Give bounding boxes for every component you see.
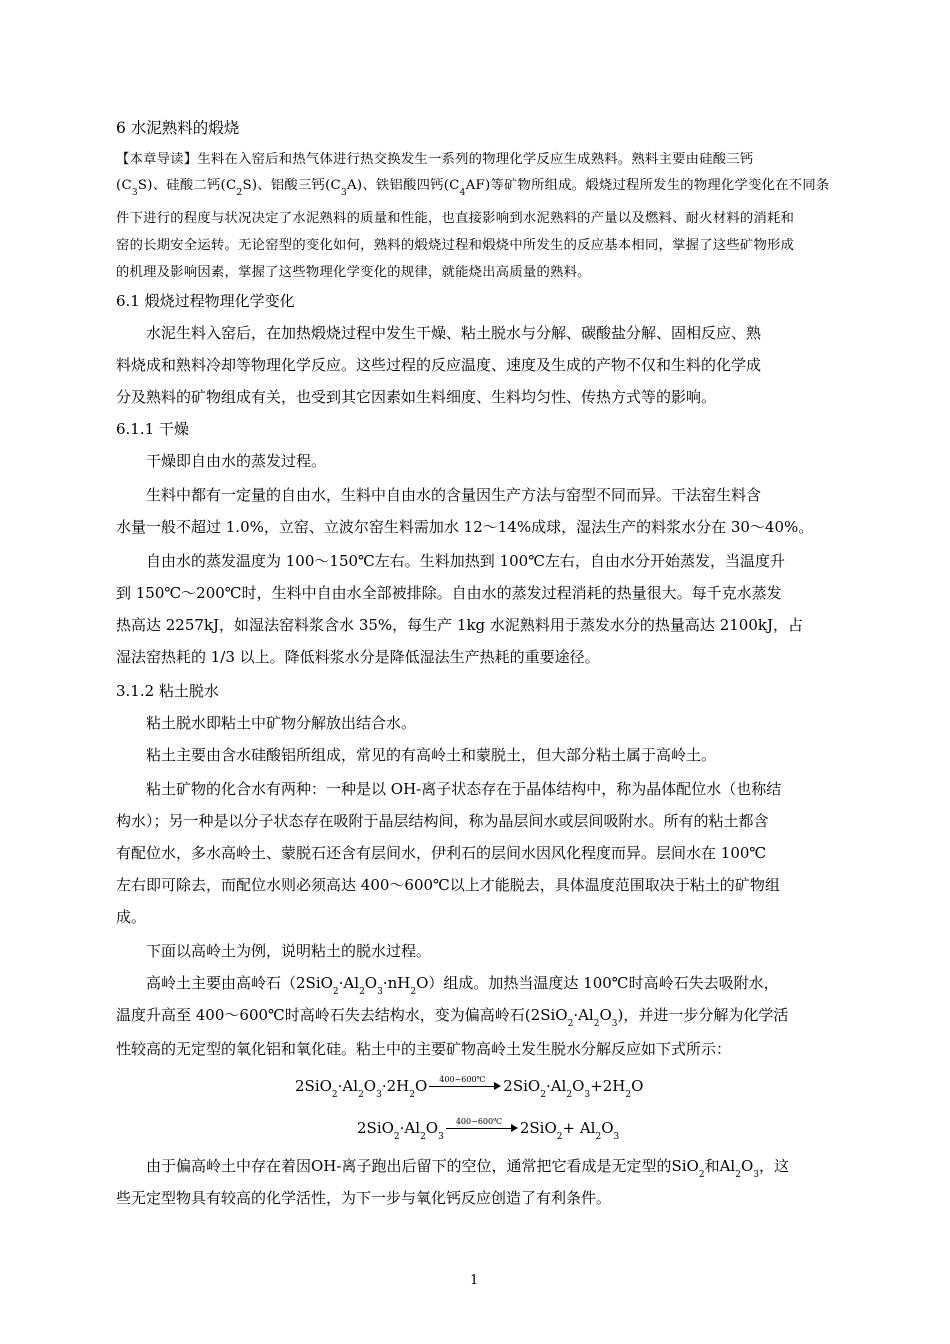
guide-line-2: $(C_3S)$、硅酸二钙$(C_2S)$、铝酸三钙$(C_3A)$、铁铝酸四钙$(C_4AF)$等矿物所组成。煅烧过程所发生的物理化学变化在不同条 (116, 178, 830, 198)
paragraph-9-line-1: 高岭土主要由高岭石$(2SiO_2\cdot Al_2O_3\cdot nH_2O)$组成。加热当温度达 100℃时高岭石失去吸附水， (146, 974, 779, 997)
paragraph-7-line-4: 左右即可除去，而配位水则必须高达 400～600℃以上才能脱去，具体温度范围取决于粘土的矿物组 (116, 876, 780, 894)
page-number: 1 (470, 1273, 479, 1288)
section-heading-3-1-2: 3.1.2 粘土脱水 (116, 682, 219, 700)
guide-line-3: 件下进行的程度与状况决定了水泥熟料的质量和性能，也直接影响到水泥熟料的产量以及燃料、耐火材料的消耗和 (116, 211, 795, 226)
guide-line-4: 窑的长期安全运转。无论窑型的变化如何，熟料的煅烧过程和煅烧中所发生的反应基本相同，掌握了这些矿物形成 (116, 238, 795, 253)
paragraph-4-line-4: 湿法窑热耗的 1/3 以上。降低料浆水分是降低湿法生产热耗的重要途径。 (116, 648, 600, 666)
reaction-arrow (429, 1076, 501, 1096)
paragraph-1-line-2: 料烧成和熟料冷却等物理化学反应。这些过程的反应温度、速度及生成的产物不仅和生料的化学成 (116, 356, 762, 374)
paragraph-7-line-1: 粘土矿物的化合水有两种：一种是以 OH-离子状态存在于晶体结构中，称为晶体配位水（也称结 (146, 780, 782, 798)
chapter-title: 6 水泥熟料的煅烧 (116, 119, 240, 137)
paragraph-2: 干燥即自由水的蒸发过程。 (146, 452, 327, 470)
paragraph-7-line-2: 构水）；另一种是以分子状态存在吸附于晶层结构间，称为晶层间水或层间吸附水。所有的粘土都含 (116, 812, 769, 830)
section-heading-6-1-1: 6.1.1 干燥 (116, 420, 189, 438)
paragraph-5: 粘土脱水即粘土中矿物分解放出结合水。 (146, 714, 417, 732)
paragraph-4-line-3: 热高达 2257kJ，如湿法窑料浆含水 35%，每生产 1kg 水泥熟料用于蒸发水分的热量高达 2100kJ，占 (116, 616, 803, 634)
paragraph-9-line-3: 性较高的无定型的氧化铝和氧化硅。粘土中的主要矿物高岭土发生脱水分解反应如下式所示： (116, 1040, 732, 1058)
paragraph-7-line-3: 有配位水，多水高岭土、蒙脱石还含有层间水，伊利石的层间水因风化程度而异。层间水在 100℃ (116, 844, 767, 862)
paragraph-4-line-2: 到 150℃～200℃时，生料中自由水全部被排除。自由水的蒸发过程消耗的热量很大。每千克水蒸发 (116, 584, 782, 602)
equation-1: $2SiO_2\cdot Al_2O_3\cdot 2H_2O$ 400~600℃ $2SiO_2\cdot Al_2O_3+2H_2O$ (295, 1075, 644, 1100)
paragraph-9-line-2: 温度升高至 400～600℃时高岭石失去结构水，变为偏高岭石$(2SiO_2\cdot Al_2O_3)$，并进一步分解为化学活 (116, 1006, 789, 1029)
section-heading-6-1: 6.1 煅烧过程物理化学变化 (116, 292, 295, 310)
paragraph-8: 下面以高岭土为例，说明粘土的脱水过程。 (146, 942, 432, 960)
paragraph-1-line-1: 水泥生料入窑后，在加热煅烧过程中发生干燥、粘土脱水与分解、碳酸盐分解、固相反应、熟 (146, 324, 762, 342)
paragraph-4-line-1: 自由水的蒸发温度为 100～150℃左右。生料加热到 100℃左右，自由水分开始蒸发，当温度升 (146, 552, 785, 570)
reaction-arrow (446, 1118, 518, 1138)
guide-line-5: 的机理及影响因素，掌握了这些物理化学变化的规律，就能烧出高质量的熟料。 (116, 265, 591, 280)
paragraph-10-line-1: 由于偏高岭土中存在着因OH-离子跑出后留下的空位，通常把它看成是无定型的SiO$_2$和$Al_2O_3$，这 (146, 1157, 789, 1180)
reaction-condition: 400~600℃ (439, 1075, 486, 1084)
paragraph-10-line-2: 些无定型物具有较高的化学活性，为下一步与氧化钙反应创造了有利条件。 (116, 1189, 612, 1207)
reaction-condition: 400~600℃ (455, 1117, 503, 1126)
paragraph-1-line-3: 分及熟料的矿物组成有关，也受到其它因素如生料细度、生料均匀性、传热方式等的影响。 (116, 388, 717, 406)
paragraph-3-line-1: 生料中都有一定量的自由水，生料中自由水的含量因生产方法与窑型不同而异。干法窑生料含 (146, 486, 762, 504)
guide-line-1: 【本章导读】生料在入窑后和热气体进行热交换发生一系列的物理化学反应生成熟料。熟料主要由硅酸三钙 (116, 152, 754, 167)
paragraph-7-line-5: 成。 (116, 908, 147, 926)
paragraph-3-line-2: 水量一般不超过 1.0%，立窑、立波尔窑生料需加水 12～14%成球，湿法生产的料浆水分在 30～40%。 (116, 518, 814, 536)
equation-2: $2SiO_2\cdot Al_2O_3$ 400~600℃ $2SiO_2+ Al_2O_3$ (357, 1117, 620, 1142)
paragraph-6: 粘土主要由含水硅酸铝所组成，常见的有高岭土和蒙脱土，但大部分粘土属于高岭土。 (146, 746, 717, 764)
